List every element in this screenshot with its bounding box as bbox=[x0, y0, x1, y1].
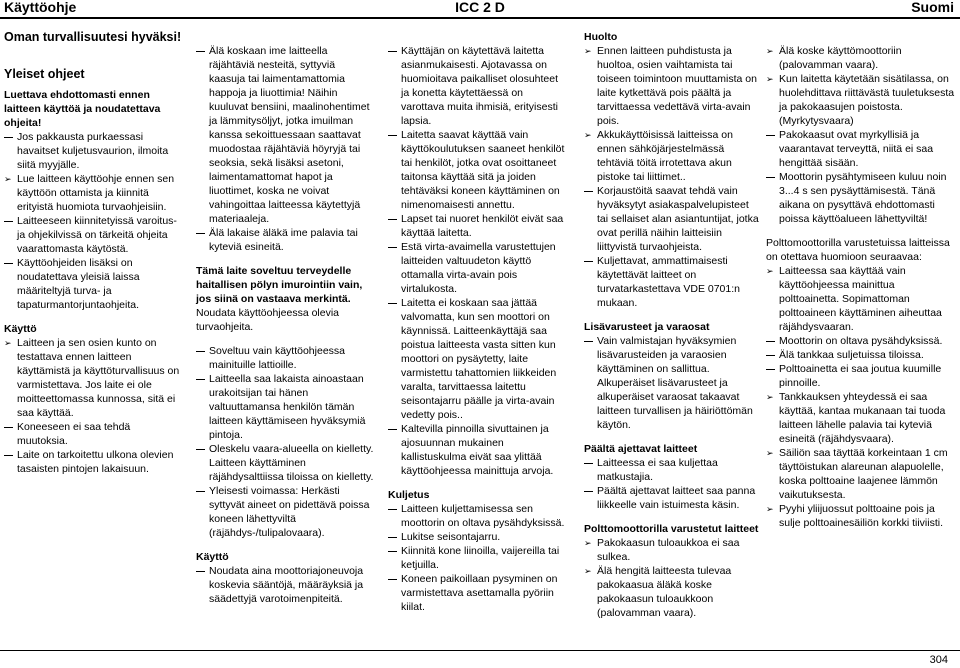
column-4 bbox=[584, 30, 762, 620]
maintenance-heading: Huolto bbox=[584, 31, 618, 43]
dash-bullet-icon bbox=[388, 551, 397, 552]
arrow-bullet-icon: ➢ bbox=[584, 130, 592, 140]
combustion-list bbox=[584, 536, 762, 620]
list-item-text: Lukitse seisontajarru. bbox=[401, 531, 501, 543]
accessories-heading: Lisävarusteet ja varaosat bbox=[584, 321, 710, 333]
list-item bbox=[4, 448, 182, 476]
dash-bullet-icon bbox=[388, 509, 397, 510]
dash-bullet-icon bbox=[4, 455, 13, 456]
dash-bullet-icon bbox=[4, 137, 13, 138]
list-item-text: Soveltuu vain käyttöohjeessa mainituille lattioille. bbox=[209, 345, 346, 371]
list-item-text: Laitteeseen kiinnitetyissä varoitus- ja ohjekilvissä on tärkeitä ohjeita vaarattomasta käytöstä. bbox=[17, 215, 177, 255]
list-item-text: Pakokaasut ovat myrkyllisiä ja vaarantavat terveyttä, niitä ei saa hengittää sisään. bbox=[779, 129, 934, 169]
list-item-text: Laitteen ja sen osien kunto on testattava ennen laitteen käyttämistä ja käyttöturvallisuus on varmistettava. Jos laite ei ole moitteettomassa kunnossa, sitä ei saa käyttää. bbox=[17, 337, 180, 419]
list-item bbox=[766, 446, 956, 502]
dash-bullet-icon bbox=[766, 355, 775, 356]
list-item bbox=[388, 44, 566, 128]
list-item bbox=[766, 44, 956, 72]
operation-heading: Käyttö bbox=[196, 551, 229, 563]
list-item bbox=[196, 372, 374, 442]
list-item-text: Estä virta-avaimella varustettujen laitteiden valtuudeton käyttö ottamalla virta-avain pois virtalukosta. bbox=[401, 241, 556, 295]
dash-bullet-icon bbox=[196, 51, 205, 52]
arrow-bullet-icon: ➢ bbox=[766, 46, 774, 56]
header-rule bbox=[0, 17, 960, 19]
list-item-text: Akkukäyttöisissä laitteissa on ennen sähköjärjestelmässä tehtäviä töitä irrotettava akun pistoke tai liittimet.. bbox=[597, 129, 733, 183]
list-item bbox=[196, 44, 374, 226]
column-2 bbox=[196, 44, 374, 606]
list-item-text: Vain valmistajan hyväksymien lisävarusteiden ja varaosien käyttäminen on sallittua. Alkuperäiset lisävarusteet ja alkuperäiset varaosat takaavat laitteen turvallisen ja häiriöttömän käytön. bbox=[597, 335, 753, 431]
dash-bullet-icon bbox=[4, 427, 13, 428]
list-item-text: Kuljettavat, ammattimaisesti käytettävät laitteet on turvatarkastettava VDE 0701:n mukaan. bbox=[597, 255, 740, 309]
list-item-text: Pyyhi yliijuossut polttoaine pois ja sulje polttoainesäiliön korkki tiiviisti. bbox=[779, 503, 943, 529]
list-item bbox=[388, 544, 566, 572]
list-item bbox=[584, 184, 762, 254]
arrow-bullet-icon: ➢ bbox=[766, 392, 774, 402]
list-item bbox=[766, 390, 956, 446]
column-3 bbox=[388, 44, 566, 614]
list-item bbox=[388, 240, 566, 296]
transport-heading: Kuljetus bbox=[388, 489, 430, 501]
arrow-bullet-icon: ➢ bbox=[766, 74, 774, 84]
list-item-text: Kiinnitä kone liinoilla, vaijereilla tai ketjuilla. bbox=[401, 545, 560, 571]
dash-bullet-icon bbox=[584, 341, 593, 342]
list-item-text: Lapset tai nuoret henkilöt eivät saa käyttää laitetta. bbox=[401, 213, 564, 239]
list-item bbox=[388, 422, 566, 478]
dash-bullet-icon bbox=[4, 221, 13, 222]
ride-on-heading: Päältä ajettavat laitteet bbox=[584, 443, 698, 455]
list-item bbox=[4, 256, 182, 312]
combustion-heading: Polttomoottorilla varustetut laitteet bbox=[584, 523, 759, 535]
dash-bullet-icon bbox=[196, 379, 205, 380]
list-item bbox=[4, 130, 182, 172]
header-language: Suomi bbox=[911, 0, 954, 15]
list-item-text: Laitteessa ei saa kuljettaa matkustajia. bbox=[597, 457, 718, 483]
dash-bullet-icon bbox=[388, 135, 397, 136]
list-item bbox=[766, 502, 956, 530]
list-item-text: Oleskelu vaara-alueella on kielletty. Laitteen käyttäminen räjähdysalttiissa tiloissa on kielletty. bbox=[209, 443, 374, 483]
list-item-text: Laitteessa saa käyttää vain käyttöohjeessa mainittua polttoainetta. Sopimattoman polttoaineen käyttäminen aiheuttaa räjähdysvaaran. bbox=[779, 265, 942, 333]
header-document-type: Käyttöohje bbox=[4, 0, 77, 15]
arrow-bullet-icon: ➢ bbox=[584, 566, 592, 576]
list-item bbox=[388, 128, 566, 212]
dash-bullet-icon bbox=[766, 135, 775, 136]
dash-bullet-icon bbox=[388, 219, 397, 220]
list-item-text: Ennen laitteen puhdistusta ja huoltoa, osien vaihtamista tai toiseen toimintoon muuttamista on laite kytkettävä pois päältä ja tarvittaessa vedettävä virta-avain pois. bbox=[597, 45, 757, 127]
dash-bullet-icon bbox=[584, 191, 593, 192]
list-item-text: Laitetta saavat käyttää vain käyttökoulutuksen saaneet henkilöt tai henkilöt, jotka ovat osoittaneet taitonsa käyttää sitä ja joiden tehtäväksi koneen käyttäminen on nimenomaisesti annettu. bbox=[401, 129, 565, 211]
list-item bbox=[388, 572, 566, 614]
list-item bbox=[196, 484, 374, 540]
column-5 bbox=[766, 44, 956, 530]
dash-bullet-icon bbox=[584, 463, 593, 464]
list-item-text: Yleisesti voimassa: Herkästi syttyvät aineet on pidettävä poissa koneen lähettyviltä (räjähdys-/tulipalovaara). bbox=[209, 485, 370, 539]
list-item-text: Älä tankkaa suljetuissa tiloissa. bbox=[779, 349, 924, 361]
list-item bbox=[766, 128, 956, 170]
footer-rule bbox=[0, 650, 960, 651]
list-item bbox=[766, 348, 956, 362]
dash-bullet-icon bbox=[766, 341, 775, 342]
list-item-text: Noudata aina moottoriajoneuvoja koskevia sääntöjä, määräyksiä ja säädettyjä varotoimenpiteitä. bbox=[209, 565, 364, 605]
list-item bbox=[388, 212, 566, 240]
general-list bbox=[4, 130, 182, 312]
list-item bbox=[388, 502, 566, 530]
list-item bbox=[584, 334, 762, 432]
arrow-bullet-icon: ➢ bbox=[4, 174, 12, 184]
ride-on-list bbox=[584, 456, 762, 512]
list-item-text: Laitteen kuljettamisessa sen moottorin on oltava pysähdyksissä. bbox=[401, 503, 565, 529]
arrow-bullet-icon: ➢ bbox=[584, 46, 592, 56]
surface-list bbox=[196, 344, 374, 540]
operation-list bbox=[196, 564, 374, 606]
list-item-text: Älä koskaan ime laitteella räjähtäviä nesteitä, syttyviä kaasuja tai laimentamattomia happoja ja liuottimia! Näihin kuuluvat bensiini, maalinohentimet ja lämmitysöljyt, jotka imuilman kanssa sekoittuessaan saattavat muodostaa räjähtäviä höyryjä tai seoksia, sekä lisäksi asetoni, laimentamattomat hapot ja liuottimet, koska ne voivat vahingoittaa laitteessa käytettyjä materiaaleja. bbox=[209, 45, 370, 225]
header-model: ICC 2 D bbox=[455, 0, 505, 15]
list-item bbox=[766, 264, 956, 334]
list-item-text: Lue laitteen käyttöohje ennen sen käyttöön ottamista ja kiinnitä erityistä huomiota turvaohjeisiin. bbox=[17, 173, 175, 213]
section-title: Oman turvallisuutesi hyväksi! bbox=[4, 30, 182, 44]
accessories-list bbox=[584, 334, 762, 432]
general-heading: Yleiset ohjeet bbox=[4, 67, 85, 81]
arrow-bullet-icon: ➢ bbox=[766, 504, 774, 514]
list-item bbox=[4, 172, 182, 214]
health-dust-note: Tämä laite soveltuu terveydelle haitallisen pölyn imurointiin vain, jos siinä on vastaava merkintä. bbox=[196, 265, 363, 305]
warning-list bbox=[196, 44, 374, 254]
arrow-bullet-icon: ➢ bbox=[4, 338, 12, 348]
dash-bullet-icon bbox=[388, 303, 397, 304]
list-item-text: Tankkauksen yhteydessä ei saa käyttää, kantaa mukanaan tai tuoda laitteen lähelle palavia tai kyteviä esineitä (räjähdysvaara). bbox=[779, 391, 946, 445]
list-item bbox=[584, 456, 762, 484]
list-item bbox=[4, 336, 182, 420]
dash-bullet-icon bbox=[196, 571, 205, 572]
exhaust-list bbox=[766, 44, 956, 226]
list-item-text: Laite on tarkoitettu ulkona olevien tasaisten pintojen lakaisuun. bbox=[17, 449, 174, 475]
list-item-text: Päältä ajettavat laitteet saa panna liikkeelle vain istuimesta käsin. bbox=[597, 485, 756, 511]
list-item-text: Kun laitetta käytetään sisätilassa, on huolehdittava riittävästä tuuletuksesta ja pakokaasujen poistosta. (Myrkytysvaara) bbox=[779, 73, 955, 127]
dash-bullet-icon bbox=[196, 233, 205, 234]
dash-bullet-icon bbox=[388, 579, 397, 580]
list-item bbox=[584, 254, 762, 310]
list-item bbox=[4, 214, 182, 256]
dash-bullet-icon bbox=[196, 449, 205, 450]
dash-bullet-icon bbox=[584, 261, 593, 262]
list-item bbox=[766, 334, 956, 348]
list-item bbox=[196, 344, 374, 372]
fuel-list bbox=[766, 264, 956, 530]
list-item-text: Pakokaasun tuloaukkoa ei saa sulkea. bbox=[597, 537, 740, 563]
list-item-text: Kaltevilla pinnoilla sivuttainen ja ajosuunnan mukainen kallistuskulma eivät saa ylittää käyttöohjeessa mainittuja arvoja. bbox=[401, 423, 554, 477]
list-item-text: Koneeseen ei saa tehdä muutoksia. bbox=[17, 421, 131, 447]
maintenance-list bbox=[584, 44, 762, 310]
list-item bbox=[584, 128, 762, 184]
column-1 bbox=[4, 30, 182, 476]
list-item-text: Käyttöohjeiden lisäksi on noudatettava yleisiä laissa määriteltyjä turva- ja tapaturmantorjuntaohjeita. bbox=[17, 257, 140, 311]
dash-bullet-icon bbox=[388, 429, 397, 430]
arrow-bullet-icon: ➢ bbox=[766, 448, 774, 458]
list-item bbox=[584, 484, 762, 512]
page-header bbox=[0, 0, 960, 15]
list-item-text: Moottorin on oltava pysähdyksissä. bbox=[779, 335, 943, 347]
list-item bbox=[196, 442, 374, 484]
safety-note: Noudata käyttöohjeessa olevia turvaohjeita. bbox=[196, 307, 340, 333]
dash-bullet-icon bbox=[388, 537, 397, 538]
dash-bullet-icon bbox=[584, 491, 593, 492]
arrow-bullet-icon: ➢ bbox=[584, 538, 592, 548]
dash-bullet-icon bbox=[388, 247, 397, 248]
fuel-intro: Polttomoottorilla varustetuissa laitteissa on otettava huomioon seuraavaa: bbox=[766, 237, 950, 263]
arrow-bullet-icon: ➢ bbox=[766, 266, 774, 276]
dash-bullet-icon bbox=[766, 369, 775, 370]
list-item-text: Jos pakkausta purkaessasi havaitset kuljetusvaurion, ilmoita siitä myyjälle. bbox=[17, 131, 169, 171]
transport-list bbox=[388, 502, 566, 614]
list-item bbox=[196, 226, 374, 254]
list-item bbox=[766, 72, 956, 128]
list-item bbox=[584, 536, 762, 564]
general-bold-note: Luettava ehdottomasti ennen laitteen käyttöä ja noudatettava ohjeita! bbox=[4, 89, 161, 129]
list-item-text: Moottorin pysähtymiseen kuluu noin 3...4 s sen pysäyttämisestä. Tänä aikana on pysyttävä ehdottomasti poissa käyttöalueen lähettyviltä! bbox=[779, 171, 947, 225]
list-item bbox=[584, 564, 762, 620]
list-item bbox=[766, 362, 956, 390]
list-item bbox=[766, 170, 956, 226]
list-item-text: Koneen paikoillaan pysyminen on varmistettava asettamalla pyöriin kiilat. bbox=[401, 573, 558, 613]
list-item-text: Älä hengitä laitteesta tulevaa pakokaasua äläkä koske pakokaasun tuloaukkoon (palovamman vaara). bbox=[597, 565, 732, 619]
page-number: 304 bbox=[929, 654, 948, 666]
list-item-text: Säiliön saa täyttää korkeintaan 1 cm täyttöistukan alareunan alapuolelle, koska polttoaine laajenee lämmön vaikutuksesta. bbox=[779, 447, 948, 501]
list-item bbox=[388, 296, 566, 422]
list-item-text: Laitetta ei koskaan saa jättää valvomatta, kun sen moottori on käynnissä. Laitteenkäyttäjä saa poistua laitteesta vasta sitten kun moottori on pysäytetty, laite varmistettu tahattomien liikkeiden varalta, tarvittaessa laitettu seisontajarru päälle ja virta-avain vedetty pois.. bbox=[401, 297, 557, 421]
use-list bbox=[4, 336, 182, 476]
operator-list bbox=[388, 44, 566, 478]
list-item bbox=[584, 44, 762, 128]
dash-bullet-icon bbox=[196, 491, 205, 492]
list-item bbox=[4, 420, 182, 448]
list-item bbox=[196, 564, 374, 606]
list-item bbox=[388, 530, 566, 544]
dash-bullet-icon bbox=[766, 177, 775, 178]
dash-bullet-icon bbox=[196, 351, 205, 352]
use-heading: Käyttö bbox=[4, 323, 37, 335]
list-item-text: Laitteella saa lakaista ainoastaan urakoitsijan tai hänen valtuuttamansa henkilön tämän laitteen käyttämiseen hyväksymiä pintoja. bbox=[209, 373, 366, 441]
list-item-text: Käyttäjän on käytettävä laitetta asianmukaisesti. Ajotavassa on huomioitava paikalliset olosuhteet ja konetta käytettäessä on varottava muita ihmisiä, erityisesti lapsia. bbox=[401, 45, 559, 127]
dash-bullet-icon bbox=[4, 263, 13, 264]
dash-bullet-icon bbox=[388, 51, 397, 52]
list-item-text: Älä lakaise äläkä ime palavia tai kyteviä esineitä. bbox=[209, 227, 358, 253]
list-item-text: Älä koske käyttömoottoriin (palovamman vaara). bbox=[779, 45, 902, 71]
list-item-text: Polttoainetta ei saa joutua kuumille pinnoille. bbox=[779, 363, 942, 389]
list-item-text: Korjaustöitä saavat tehdä vain hyväksytyt asiakaspalvelupisteet tai sellaiset alan asiantuntijat, jotka ovat perillä näihin laitteisiin liittyvistä turvaohjeista. bbox=[597, 185, 759, 253]
